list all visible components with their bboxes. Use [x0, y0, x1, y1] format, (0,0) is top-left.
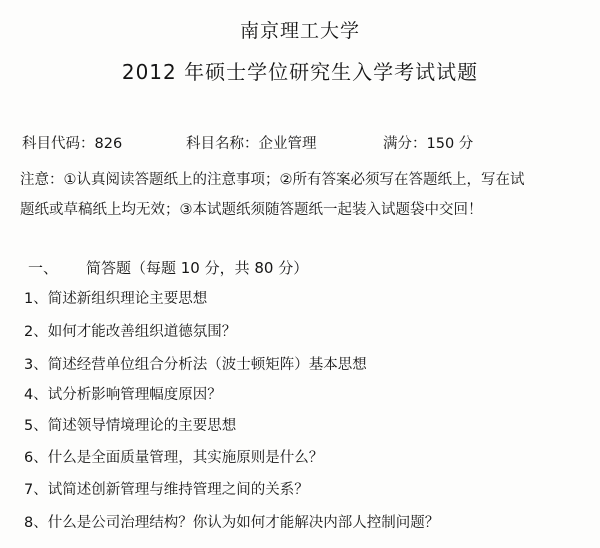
notice-line-1: 注意：①认真阅读答题纸上的注意事项；②所有答案必须写在答题纸上，写在试 [20, 172, 525, 188]
notice-line-2: 题纸或草稿纸上均无效；③本试题纸须随答题纸一起装入试题袋中交回！ [20, 202, 483, 218]
subject-name: 科目名称：企业管理 [186, 136, 317, 152]
section-number: 一、 [28, 259, 59, 277]
question-item: 8、什么是公司治理结构？你认为如何才能解决内部人控制问题？ [24, 515, 440, 531]
exam-title: 2012 年硕士学位研究生入学考试试题 [121, 60, 479, 84]
question-item: 5、简述领导情境理论的主要思想 [24, 418, 237, 434]
section-title: 简答题（每题 10 分，共 80 分） [86, 259, 309, 277]
question-item: 6、什么是全面质量管理，其实施原则是什么？ [24, 450, 324, 466]
question-item: 3、简述经营单位组合分析法（波士顿矩阵）基本思想 [24, 357, 367, 373]
university-title: 南京理工大学 [239, 20, 360, 42]
subject-code: 科目代码：826 [22, 136, 123, 152]
full-score: 满分：150 分 [383, 136, 474, 152]
question-item: 1、简述新组织理论主要思想 [24, 291, 208, 307]
question-item: 2、如何才能改善组织道德氛围？ [24, 324, 237, 340]
question-item: 7、试简述创新管理与维持管理之间的关系？ [24, 482, 309, 498]
question-item: 4、试分析影响管理幅度原因？ [24, 387, 222, 403]
